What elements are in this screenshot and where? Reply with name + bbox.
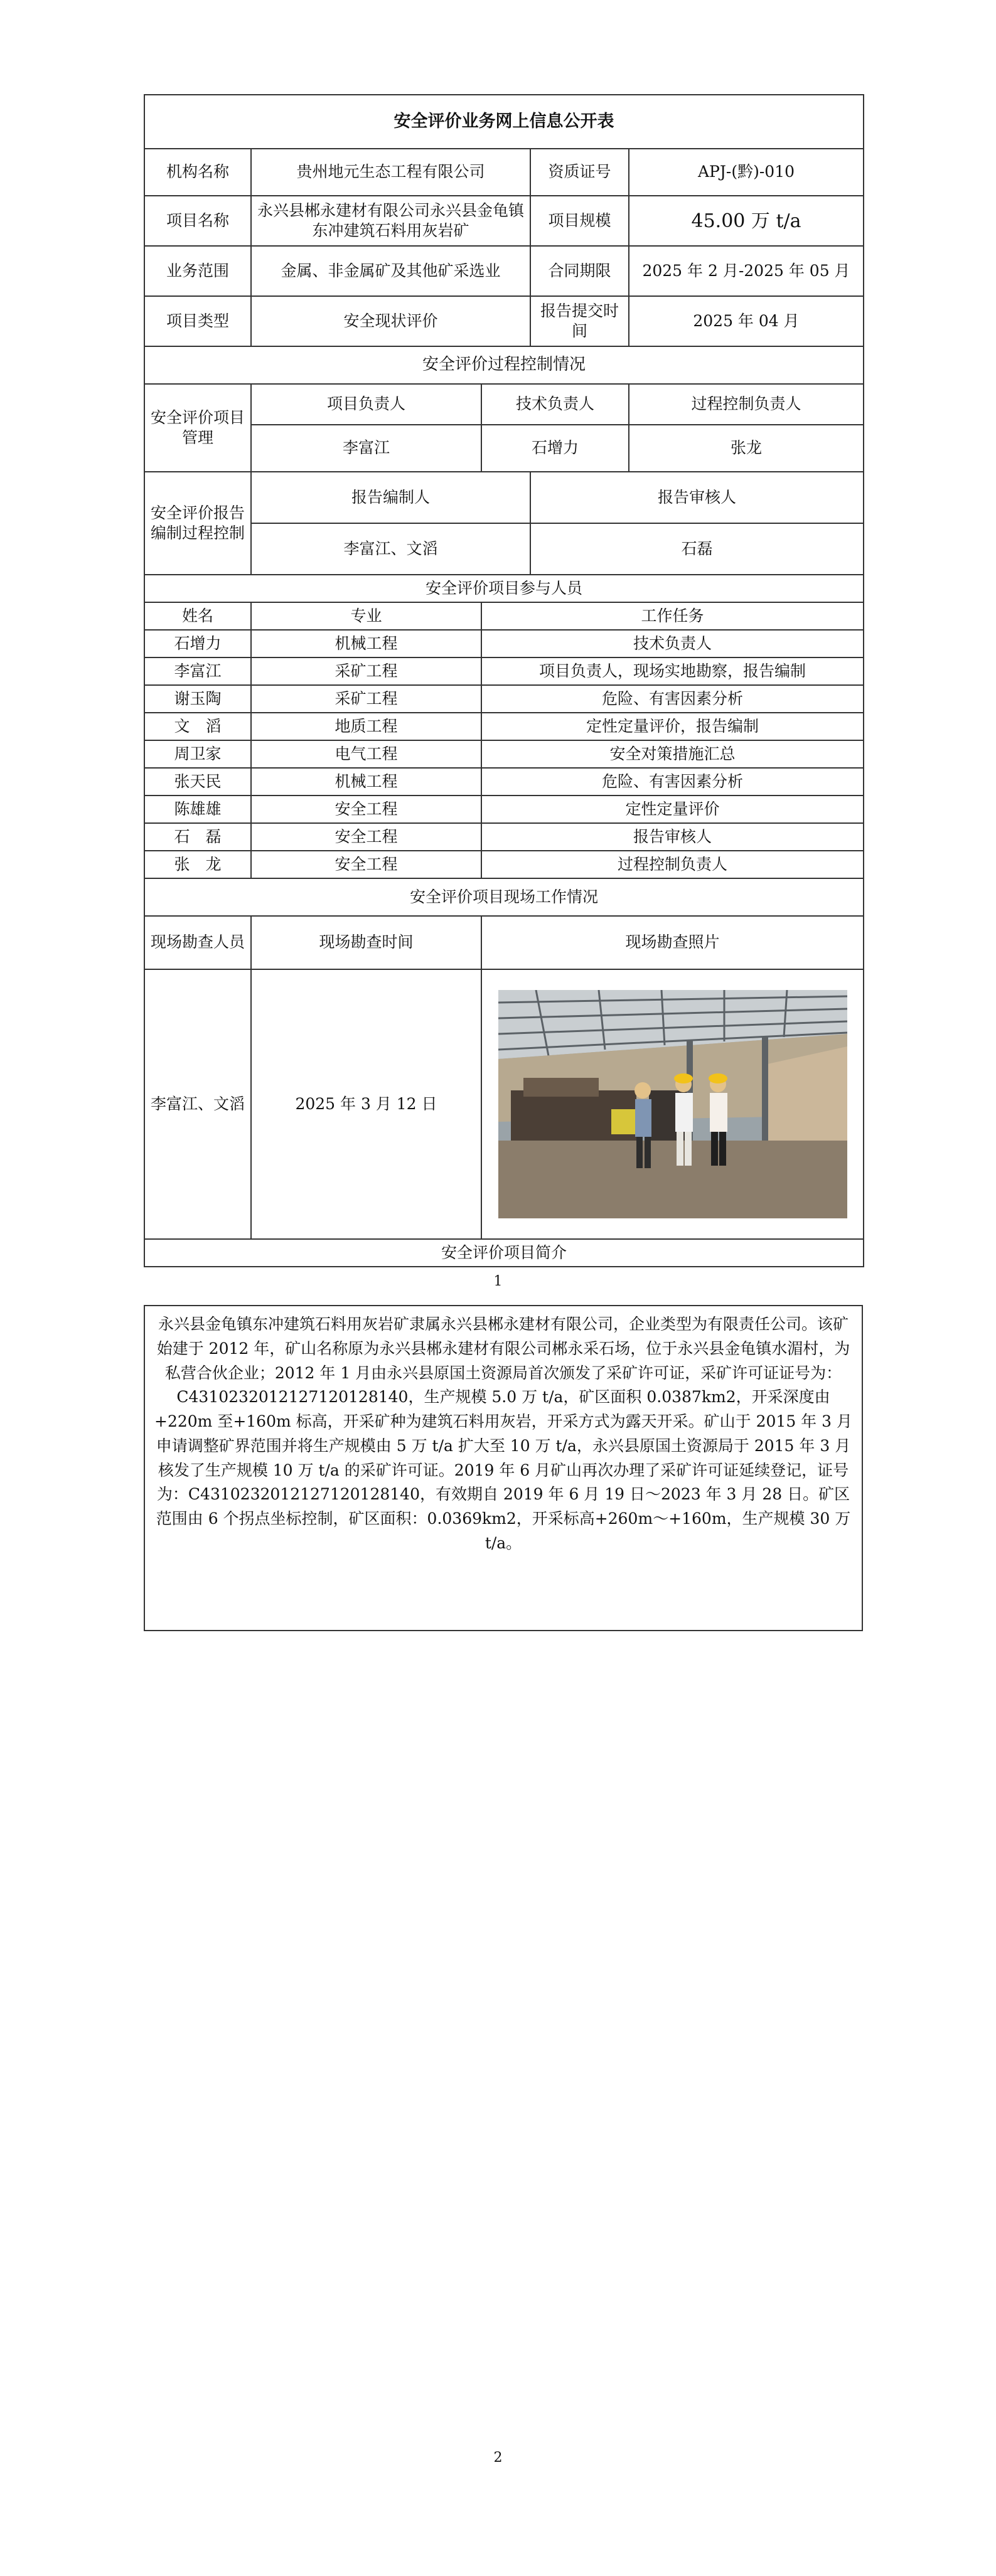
reviewer-name: 石磊	[530, 523, 864, 575]
member-major: 采矿工程	[251, 685, 481, 713]
table-row	[144, 657, 864, 685]
process-heading: 安全评价过程控制情况	[144, 346, 864, 384]
project-label: 项目名称	[144, 196, 251, 246]
member-name: 石增力	[144, 630, 251, 657]
site-heading: 安全评价项目现场工作情况	[144, 878, 864, 916]
tech-header: 技术负责人	[481, 384, 629, 425]
member-major: 机械工程	[251, 768, 481, 796]
col-name: 姓名	[144, 602, 251, 630]
member-major: 地质工程	[251, 713, 481, 740]
member-name: 李富江	[144, 657, 251, 685]
table-row	[144, 630, 864, 657]
pm-name: 李富江	[251, 425, 481, 472]
member-major: 采矿工程	[251, 657, 481, 685]
member-task: 技术负责人	[481, 630, 864, 657]
member-name: 文 滔	[144, 713, 251, 740]
table-row	[144, 823, 864, 851]
writer-header: 报告编制人	[251, 472, 530, 523]
period-label: 合同期限	[530, 246, 629, 296]
scope-value: 金属、非金属矿及其他矿采选业	[251, 246, 530, 296]
member-name: 石 磊	[144, 823, 251, 851]
member-name: 张天民	[144, 768, 251, 796]
project-value: 永兴县郴永建材有限公司永兴县金龟镇东冲建筑石料用灰岩矿	[251, 196, 530, 246]
period-value: 2025 年 2 月-2025 年 05 月	[629, 246, 864, 296]
site-col-time: 现场勘查时间	[251, 916, 481, 969]
member-major: 电气工程	[251, 740, 481, 768]
member-name: 张 龙	[144, 851, 251, 878]
table-row	[144, 796, 864, 823]
member-task: 安全对策措施汇总	[481, 740, 864, 768]
ctrl-header: 过程控制负责人	[629, 384, 864, 425]
member-task: 危险、有害因素分析	[481, 685, 864, 713]
reviewer-header: 报告审核人	[530, 472, 864, 523]
ctrl-name: 张龙	[629, 425, 864, 472]
members-heading: 安全评价项目参与人员	[144, 575, 864, 602]
member-name: 谢玉陶	[144, 685, 251, 713]
scale-value: 45.00 万 t/a	[629, 196, 864, 246]
table-row	[144, 768, 864, 796]
member-major: 安全工程	[251, 823, 481, 851]
member-name: 陈雄雄	[144, 796, 251, 823]
report-time-value: 2025 年 04 月	[629, 296, 864, 346]
site-people: 李富江、文滔	[144, 969, 251, 1239]
cert-label: 资质证号	[530, 149, 629, 196]
org-label: 机构名称	[144, 149, 251, 196]
writers-names: 李富江、文滔	[251, 523, 530, 575]
col-major: 专业	[251, 602, 481, 630]
page-number-2: 2	[493, 2450, 503, 2466]
table-row	[144, 851, 864, 878]
member-major: 机械工程	[251, 630, 481, 657]
member-name: 周卫家	[144, 740, 251, 768]
member-task: 定性定量评价	[481, 796, 864, 823]
table-row	[144, 685, 864, 713]
type-value: 安全现状评价	[251, 296, 530, 346]
scope-label: 业务范围	[144, 246, 251, 296]
intro-text: 永兴县金龟镇东冲建筑石料用灰岩矿隶属永兴县郴永建材有限公司，企业类型为有限责任公司。该矿始建于 2012 年，矿山名称原为永兴县郴永建材有限公司郴永采石场，位于永兴县金龟镇水湄村，为私营合伙企业；2012 年 1 月由永兴县原国土资源局首次颁发了采矿许可证，采矿许可证证号为：C4310232012127120128140，生产规模 5.0 万 t/a，矿区面积 0.0387km2，开采深度由+220m 至+160m 标高，开采矿种为建筑石料用灰岩，开采方式为露天开采。矿山于 2015 年 3 月申请调整矿界范围并将生产规模由 5 万 t/a 扩大至 10 万 t/a，永兴县原国土资源局于 2015 年 3 月核发了生产规模 10 万 t/a 的采矿许可证。2019 年 6 月矿山再次办理了采矿许可证延续登记，证号为：C4310232012127120128140，有效期自 2019 年 6 月 19 日～2023 年 3 月 28 日。矿区范围由 6 个拐点坐标控制，矿区面积：0.0369km2，开采标高+260m～+160m，生产规模 30 万 t/a。	[154, 1315, 852, 1552]
site-photo	[498, 990, 847, 1218]
intro-heading: 安全评价项目简介	[144, 1239, 864, 1267]
site-photo-cell	[481, 969, 864, 1239]
page-title: 安全评价业务网上信息公开表	[144, 95, 864, 149]
member-major: 安全工程	[251, 851, 481, 878]
org-value: 贵州地元生态工程有限公司	[251, 149, 530, 196]
intro-box	[144, 1305, 863, 1631]
scale-label: 项目规模	[530, 196, 629, 246]
site-time: 2025 年 3 月 12 日	[251, 969, 481, 1239]
page-number-1: 1	[493, 1274, 503, 1289]
member-task: 定性定量评价，报告编制	[481, 713, 864, 740]
member-major: 安全工程	[251, 796, 481, 823]
site-col-people: 现场勘查人员	[144, 916, 251, 969]
pm-header: 项目负责人	[251, 384, 481, 425]
table-row	[144, 740, 864, 768]
member-task: 报告审核人	[481, 823, 864, 851]
type-label: 项目类型	[144, 296, 251, 346]
tech-name: 石增力	[481, 425, 629, 472]
member-task: 项目负责人，现场实地勘察，报告编制	[481, 657, 864, 685]
col-task: 工作任务	[481, 602, 864, 630]
site-col-photo: 现场勘查照片	[481, 916, 864, 969]
table-row	[144, 713, 864, 740]
report-label: 安全评价报告编制过程控制	[144, 472, 251, 575]
member-task: 过程控制负责人	[481, 851, 864, 878]
info-table	[144, 94, 864, 1267]
cert-value: APJ-(黔)-010	[629, 149, 864, 196]
member-task: 危险、有害因素分析	[481, 768, 864, 796]
report-time-label: 报告提交时间	[530, 296, 629, 346]
site-photo-image	[498, 990, 847, 1218]
mgmt-label: 安全评价项目管理	[144, 384, 251, 472]
